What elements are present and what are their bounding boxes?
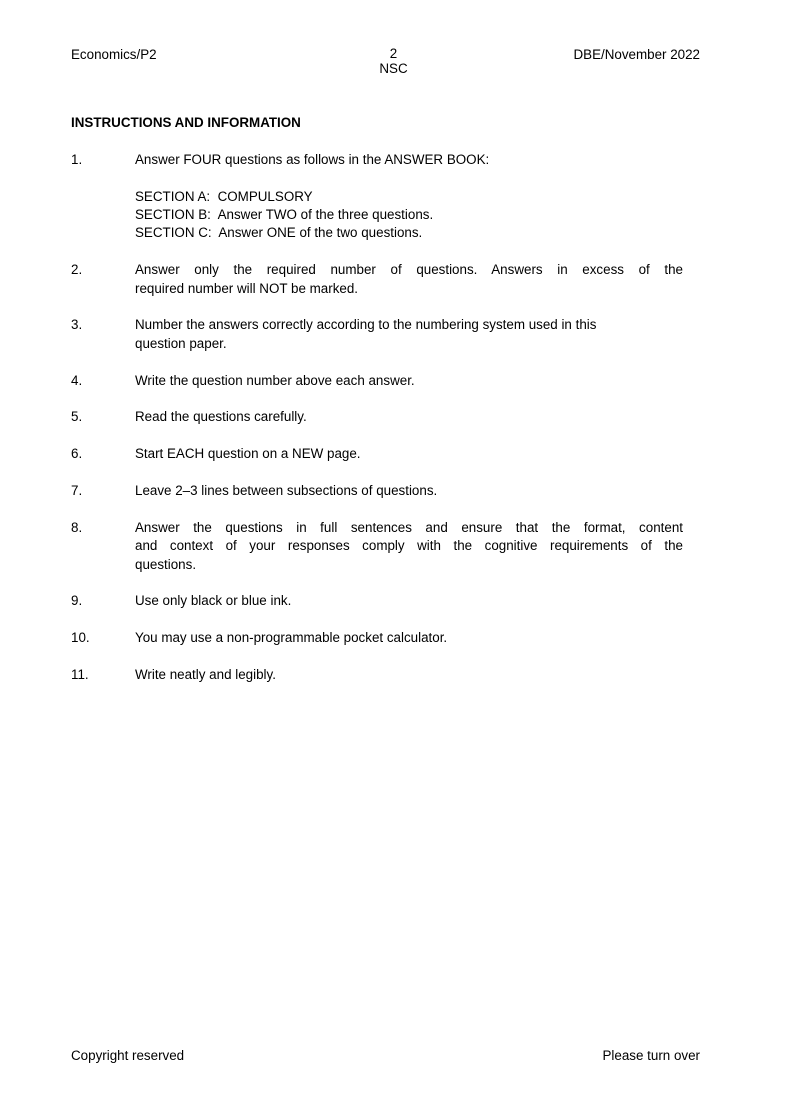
instruction-line: questions. [135,556,197,572]
instruction-line: required number will NOT be marked. [135,280,359,296]
instruction-line: Answer FOUR questions as follows in the ANSWER BOOK: [135,151,490,167]
instruction-number: 11. [71,667,89,682]
instruction-number: 2. [71,262,83,278]
instructions-list [71,151,683,685]
footer-turn-over: Please turn over [602,1048,700,1063]
instruction-line: SECTION A: COMPULSORY [135,188,313,204]
instruction-line: SECTION B: Answer TWO of the three questions. [135,207,434,222]
instruction-item [71,666,683,684]
footer-copyright: Copyright reserved [71,1048,185,1063]
instruction-number: 6. [71,446,83,462]
instruction-line: SECTION C: Answer ONE of the two questions. [135,225,423,241]
instruction-sublines [135,188,683,243]
instruction-line: Start EACH question on a NEW page. [135,446,361,462]
instruction-item [71,408,683,426]
page-content [71,114,683,703]
instruction-body [135,372,683,390]
instruction-body [135,151,683,243]
instruction-number: 10. [71,630,90,646]
instruction-line: Number the answers correctly according to the numbering system used in this [135,317,597,333]
instruction-body [135,519,683,574]
instruction-line: Write the question number above each answer. [135,372,415,388]
instruction-item [71,592,683,610]
instruction-number: 3. [71,317,83,333]
instruction-line: Read the questions carefully. [135,409,307,425]
instruction-body [135,482,683,500]
instruction-line: You may use a non-programmable pocket calculator. [135,630,448,646]
instruction-body [135,445,683,463]
instruction-line: Answer the questions in full sentences and ensure that the format, content [135,519,683,535]
instruction-line: question paper. [135,335,227,351]
instruction-item [71,261,683,298]
instruction-item [71,151,683,243]
instruction-line: Write neatly and legibly. [135,667,276,682]
page-header [0,46,787,86]
instruction-line: Use only black or blue ink. [135,593,292,609]
instruction-item [71,482,683,500]
header-nsc: NSC [379,61,408,76]
instruction-number: 4. [71,372,83,388]
instruction-line: Leave 2–3 lines between subsections of questions. [135,483,438,498]
instruction-item [71,372,683,390]
instruction-number: 9. [71,593,83,609]
instruction-number: 7. [71,483,83,498]
instruction-number: 8. [71,519,83,535]
instruction-number: 1. [71,151,83,167]
instruction-line: and context of your responses comply with the cognitive requirements of the [135,538,683,554]
page-title: INSTRUCTIONS AND INFORMATION [71,115,301,130]
instruction-body [135,408,683,426]
instruction-item [71,519,683,574]
instruction-body [135,316,683,353]
instruction-item [71,629,683,647]
instruction-item [71,316,683,353]
instruction-number: 5. [71,409,83,425]
instruction-line: Answer only the required number of questions. Answers in excess of the [135,262,683,278]
instruction-item [71,445,683,463]
instruction-body [135,592,683,610]
header-exam-session: DBE/November 2022 [573,47,700,62]
instruction-body [135,261,683,298]
instruction-body [135,666,683,684]
instruction-body [135,629,683,647]
header-paper-name: Economics/P2 [71,47,157,62]
page-number: 2 [389,46,398,61]
